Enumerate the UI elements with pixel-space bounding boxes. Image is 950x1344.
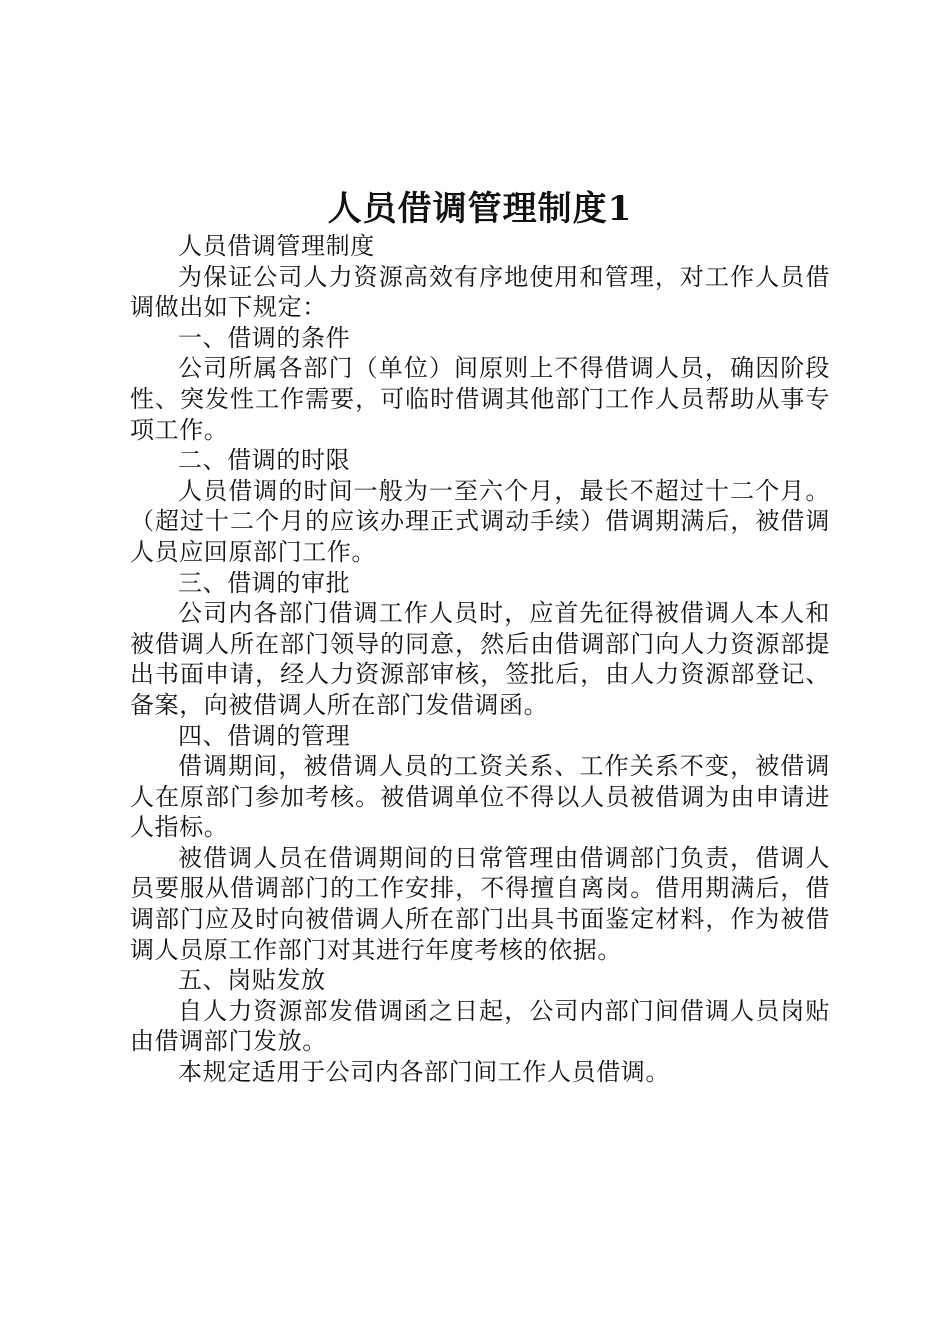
paragraph-management-1: 借调期间，被借调人员的工资关系、工作关系不变，被借调人在原部门参加考核。被借调单位不得以人员被借调为由申请进人指标。 [130, 752, 830, 842]
section-heading-management: 四、借调的管理 [178, 721, 351, 750]
paragraph-duration: 人员借调的时间一般为一至六个月，最长不超过十二个月。（超过十二个月的应该办理正式调动手续）借调期满后，被借调人员应回原部门工作。 [130, 476, 830, 566]
paragraph-approval: 公司内各部门借调工作人员时，应首先征得被借调人本人和被借调人所在部门领导的同意，然后由借调部门向人力资源部提出书面申请，经人力资源部审核，签批后，由人力资源部登记、备案，向被借调人所在部门发借调函。 [130, 599, 830, 719]
section-heading-conditions: 一、借调的条件 [178, 323, 351, 352]
section-heading-approval: 三、借调的审批 [178, 568, 351, 597]
section-heading-allowance: 五、岗贴发放 [178, 966, 326, 995]
paragraph-scope: 本规定适用于公司内各部门间工作人员借调。 [178, 1058, 670, 1087]
paragraph-intro: 为保证公司人力资源高效有序地使用和管理，对工作人员借调做出如下规定： [130, 262, 830, 322]
paragraph-allowance: 自人力资源部发借调函之日起，公司内部门间借调人员岗贴由借调部门发放。 [130, 996, 830, 1056]
document-title: 人员借调管理制度1 [327, 189, 633, 229]
paragraph-management-2: 被借调人员在借调期间的日常管理由借调部门负责，借调人员要服从借调部门的工作安排，不得擅自离岗。借用期满后，借调部门应及时向被借调人所在部门出具书面鉴定材料，作为被借调人员原工作部门对其进行年度考核的依据。 [130, 843, 830, 964]
paragraph-conditions: 公司所属各部门（单位）间原则上不得借调人员，确因阶段性、突发性工作需要，可临时借调其他部门工作人员帮助从事专项工作。 [130, 354, 830, 444]
section-heading-duration: 二、借调的时限 [178, 446, 351, 475]
paragraph-doc-name: 人员借调管理制度 [178, 232, 375, 260]
document-body [130, 231, 830, 1088]
